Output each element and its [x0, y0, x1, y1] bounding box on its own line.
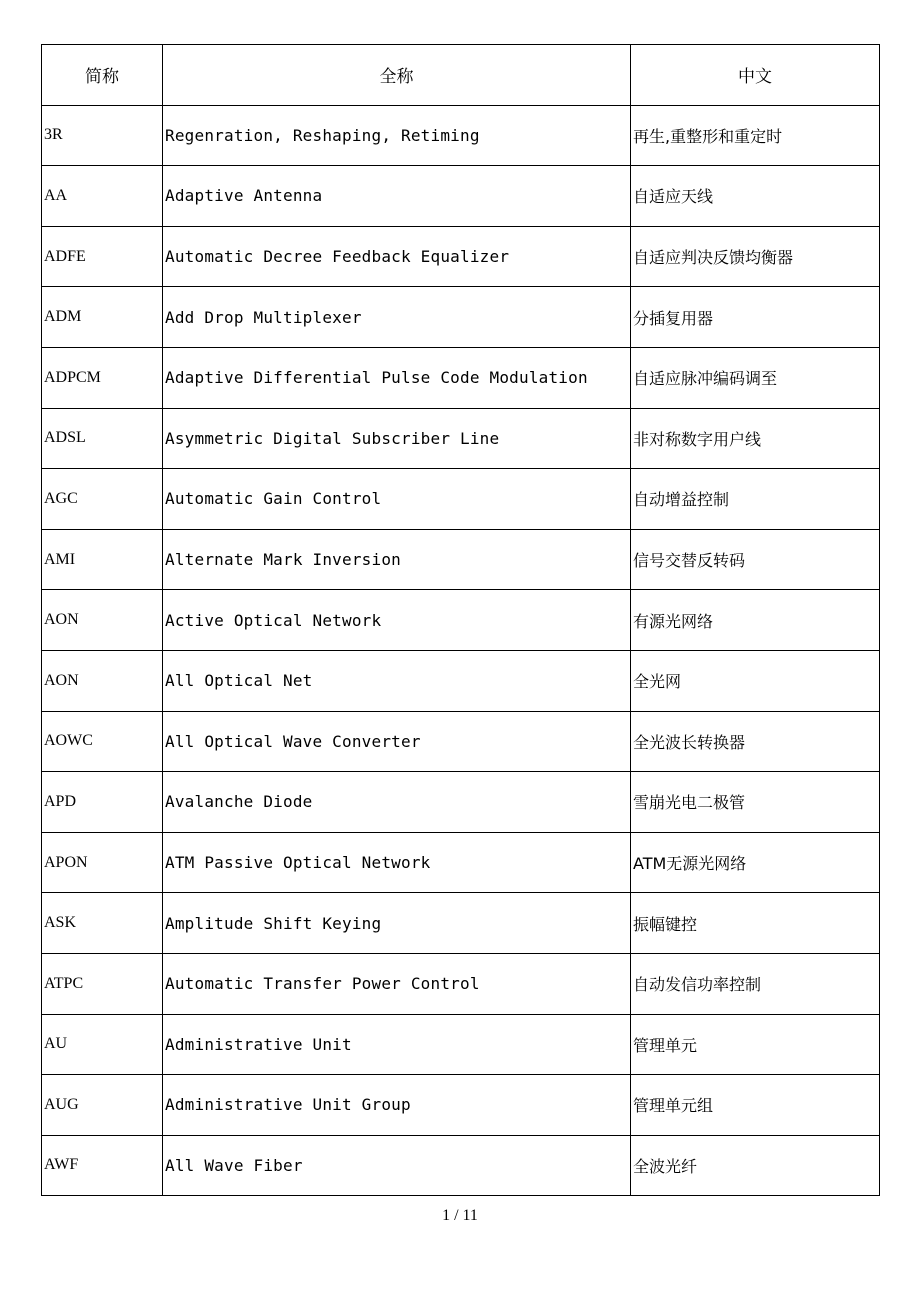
table-row [42, 953, 880, 1014]
cell-full-name: Amplitude Shift Keying [163, 893, 631, 954]
cell-chinese: 信号交替反转码 [631, 529, 880, 590]
table-row [42, 347, 880, 408]
cell-abbreviation: AGC [42, 469, 163, 530]
cell-full-name: All Optical Wave Converter [163, 711, 631, 772]
cell-full-name: Automatic Gain Control [163, 469, 631, 530]
cell-chinese: 全光波长转换器 [631, 711, 880, 772]
table-row [42, 711, 880, 772]
cell-abbreviation: APD [42, 772, 163, 833]
cell-full-name: Automatic Transfer Power Control [163, 953, 631, 1014]
cell-chinese: 自动增益控制 [631, 469, 880, 530]
cell-chinese: 自适应脉冲编码调至 [631, 347, 880, 408]
cell-full-name: Regenration, Reshaping, Retiming [163, 105, 631, 166]
abbreviation-table [41, 44, 880, 1196]
table-row [42, 1014, 880, 1075]
cell-full-name: Active Optical Network [163, 590, 631, 651]
cell-full-name: All Wave Fiber [163, 1135, 631, 1196]
cell-abbreviation: AU [42, 1014, 163, 1075]
table-row [42, 166, 880, 227]
cell-chinese: ATM无源光网络 [631, 832, 880, 893]
header-full-name: 全称 [163, 45, 631, 106]
table-row [42, 1135, 880, 1196]
cell-chinese: 全波光纤 [631, 1135, 880, 1196]
table-row [42, 408, 880, 469]
cell-full-name: Alternate Mark Inversion [163, 529, 631, 590]
cell-abbreviation: APON [42, 832, 163, 893]
cell-chinese: 有源光网络 [631, 590, 880, 651]
cell-abbreviation: AON [42, 650, 163, 711]
cell-abbreviation: ADSL [42, 408, 163, 469]
cell-full-name: Adaptive Antenna [163, 166, 631, 227]
cell-abbreviation: AUG [42, 1075, 163, 1136]
table-row [42, 1075, 880, 1136]
table-row [42, 287, 880, 348]
table-row [42, 469, 880, 530]
cell-chinese: 全光网 [631, 650, 880, 711]
cell-abbreviation: ADM [42, 287, 163, 348]
cell-abbreviation: AWF [42, 1135, 163, 1196]
cell-abbreviation: AMI [42, 529, 163, 590]
cell-abbreviation: ASK [42, 893, 163, 954]
cell-abbreviation: 3R [42, 105, 163, 166]
cell-abbreviation: ATPC [42, 953, 163, 1014]
page-number: 1 / 11 [442, 1207, 478, 1224]
cell-chinese: 管理单元组 [631, 1075, 880, 1136]
cell-full-name: Administrative Unit [163, 1014, 631, 1075]
table-header-row [42, 45, 880, 106]
table-row [42, 650, 880, 711]
cell-full-name: Add Drop Multiplexer [163, 287, 631, 348]
cell-chinese: 管理单元 [631, 1014, 880, 1075]
table-row [42, 590, 880, 651]
cell-full-name: All Optical Net [163, 650, 631, 711]
cell-chinese: 自适应判决反馈均衡器 [631, 226, 880, 287]
cell-chinese: 自适应天线 [631, 166, 880, 227]
cell-abbreviation: AA [42, 166, 163, 227]
header-chinese: 中文 [631, 45, 880, 106]
cell-abbreviation: AOWC [42, 711, 163, 772]
cell-full-name: Automatic Decree Feedback Equalizer [163, 226, 631, 287]
table-row [42, 105, 880, 166]
table-row [42, 832, 880, 893]
table-row [42, 772, 880, 833]
cell-chinese: 再生,重整形和重定时 [631, 105, 880, 166]
table-row [42, 893, 880, 954]
cell-chinese: 振幅键控 [631, 893, 880, 954]
table-row [42, 226, 880, 287]
cell-full-name: Adaptive Differential Pulse Code Modulation [163, 347, 631, 408]
cell-chinese: 非对称数字用户线 [631, 408, 880, 469]
cell-full-name: Administrative Unit Group [163, 1075, 631, 1136]
cell-abbreviation: AON [42, 590, 163, 651]
cell-abbreviation: ADFE [42, 226, 163, 287]
cell-full-name: Asymmetric Digital Subscriber Line [163, 408, 631, 469]
cell-full-name: ATM Passive Optical Network [163, 832, 631, 893]
table-row [42, 529, 880, 590]
cell-chinese: 自动发信功率控制 [631, 953, 880, 1014]
cell-chinese: 分插复用器 [631, 287, 880, 348]
cell-full-name: Avalanche Diode [163, 772, 631, 833]
cell-abbreviation: ADPCM [42, 347, 163, 408]
header-abbreviation: 简称 [42, 45, 163, 106]
cell-chinese: 雪崩光电二极管 [631, 772, 880, 833]
